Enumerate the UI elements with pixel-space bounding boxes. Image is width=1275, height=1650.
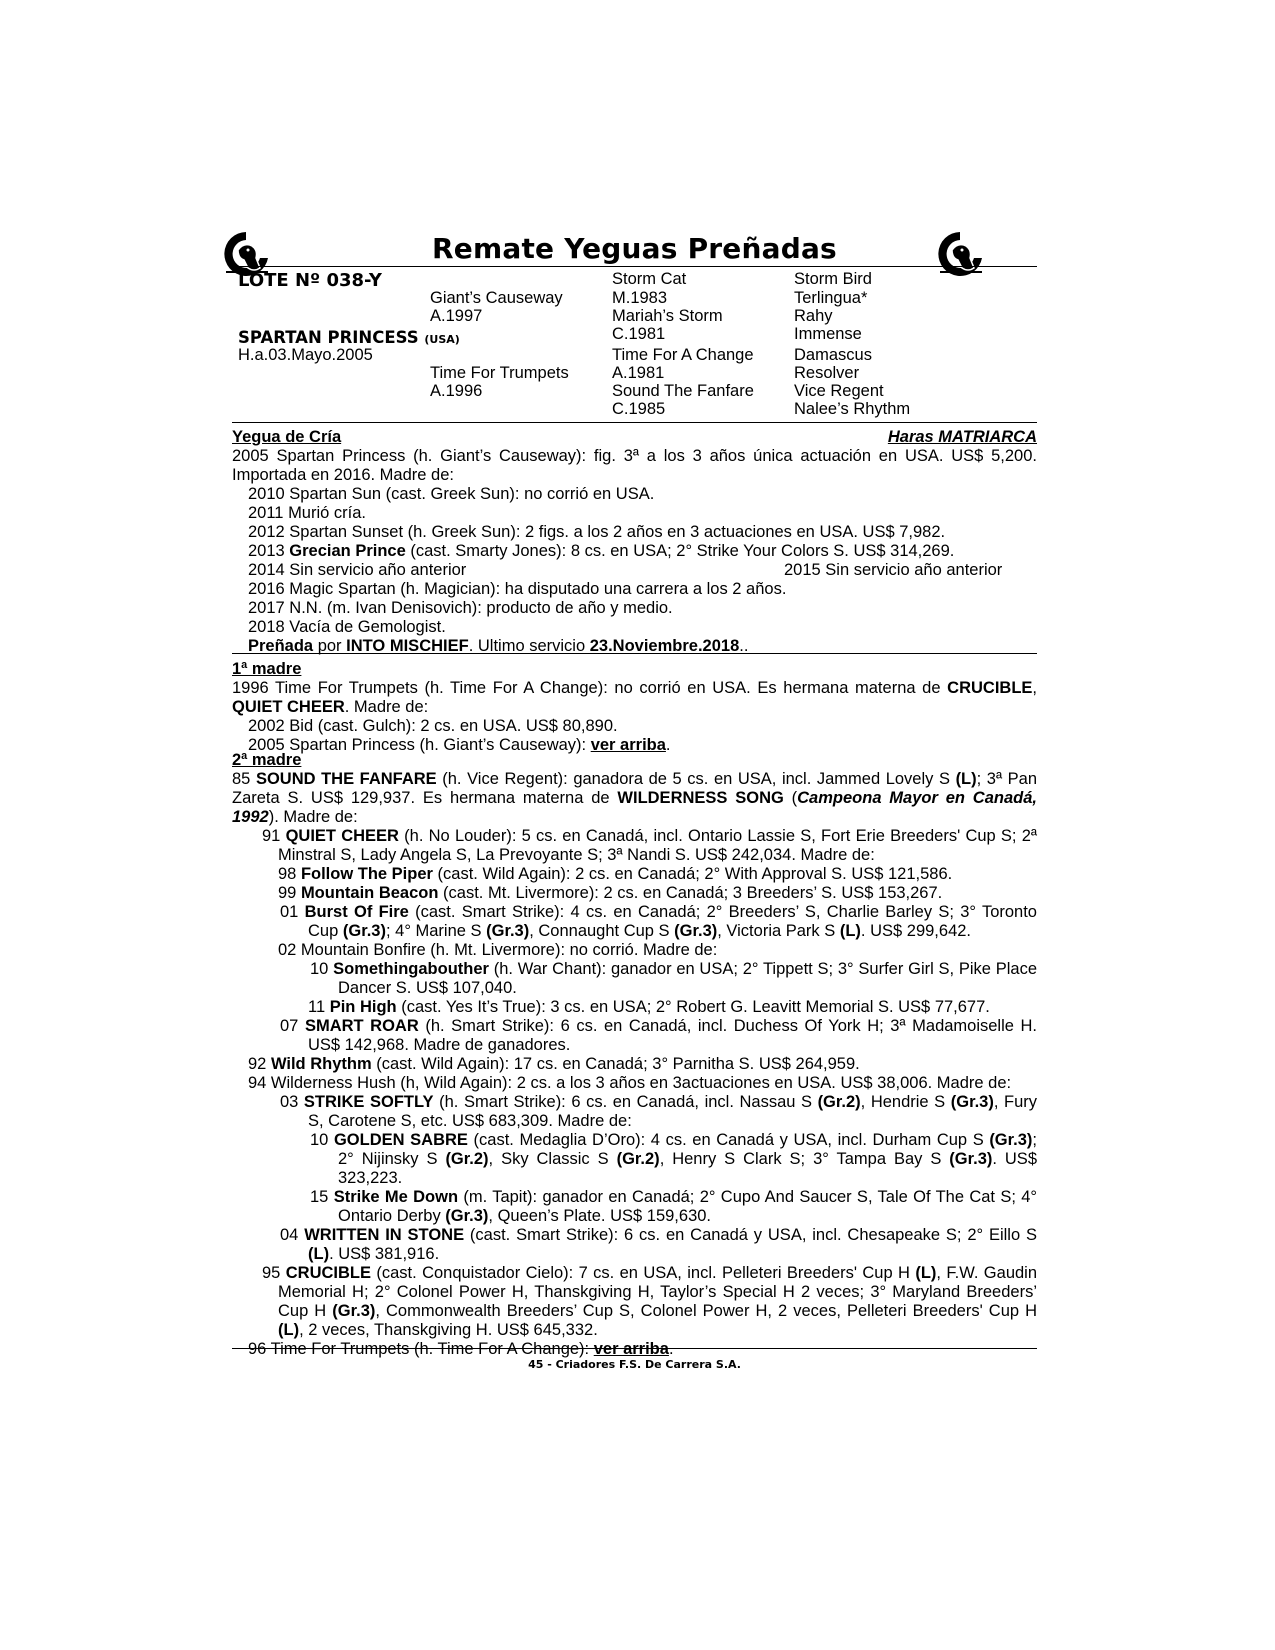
produce-entry: 03 STRIKE SOFTLY (h. Smart Strike): 6 cs. en Canadá, incl. Nassau S (Gr.2), Hendrie S (Gr.3), Fury S, Carotene S, etc. US$ 683,309. Madre de: — [280, 1093, 1037, 1130]
gen4-name: Vice Regent — [794, 382, 884, 400]
section-heading: Yegua de Cría — [232, 428, 342, 446]
produce-entry: 07 SMART ROAR (h. Smart Strike): 6 cs. en Canadá, incl. Duchess Of York H; 3ª Madamoiselle H. US$ 142,968. Madre de ganadores. — [280, 1017, 1038, 1054]
section-rule — [232, 653, 1037, 654]
produce-line: 2018 Vacía de Gemologist. — [248, 618, 446, 636]
gen3-name: Mariah’s Storm — [612, 307, 723, 325]
gen4-name: Rahy — [794, 307, 833, 325]
produce-entry: 10 GOLDEN SABRE (cast. Medaglia D’Oro): 4 cs. en Canadá y USA, incl. Durham Cup S (Gr.3); 2° Nijinsky S (Gr.2), Sky Classic S (Gr.2), Henry S Clark S; 3° Tampa Bay S (Gr.3). US$ 323,223. — [310, 1131, 1038, 1187]
produce-entry: 02 Mountain Bonfire (h. Mt. Livermore): no corrió. Madre de: — [278, 941, 718, 959]
gen4-name: Terlingua* — [794, 289, 868, 307]
produce-line: 2012 Spartan Sunset (h. Greek Sun): 2 figs. a los 2 años en 3 actuaciones en USA. US$ 7,982. — [248, 523, 946, 541]
gen4-name: Resolver — [794, 364, 860, 382]
gen3-name: Sound The Fanfare — [612, 382, 754, 400]
intro-line: 1996 Time For Trumpets (h. Time For A Change): no corrió en USA. Es hermana materna de CRUCIBLE, — [232, 679, 1037, 697]
first-dam-section — [232, 660, 1037, 755]
produce-line: 2002 Bid (cast. Gulch): 2 cs. en USA. US$ 80,890. — [248, 717, 618, 735]
gen3-year: C.1981 — [612, 325, 666, 343]
intro-line: 2005 Spartan Princess (h. Giant’s Causeway): fig. 3ª a los 3 años única actuación en USA. US$ 5,200. — [232, 447, 1037, 465]
second-dam-section — [232, 751, 1037, 1359]
page-title: Remate Yeguas Preñadas — [432, 232, 837, 265]
horse-birth: H.a.03.Mayo.2005 — [238, 346, 373, 364]
title-rule — [232, 266, 1037, 267]
lot-number: LOTE Nº 038-Y — [238, 270, 382, 291]
produce-entry: 94 Wilderness Hush (h, Wild Again): 2 cs. a los 3 años en 3actuaciones en USA. US$ 38,006. Madre de: — [248, 1074, 1012, 1092]
produce-entry: 95 CRUCIBLE (cast. Conquistador Cielo): 7 cs. en USA, incl. Pelleteri Breeders' Cup H (L), F.W. Gaudin Memorial H; 2° Colonel Power H, Thanskgiving H, Taylor’s Special H 2 veces; 3° Maryland Breeders’ Cup H (Gr.3), Commonwealth Breeders’ Cup S, Colonel Power H, 2 veces, Pelleteri Breeders' Cup H (L), 2 veces, Thanskgiving H. US$ 645,332. — [262, 1264, 1038, 1339]
gen3-name: Storm Cat — [612, 270, 687, 288]
intro-paragraph: 85 SOUND THE FANFARE (h. Vice Regent): ganadora de 5 cs. en USA, incl. Jammed Lovely S (L); 3ª Pan Zareta S. US$ 129,937. Es hermana materna de WILDERNESS SONG (Campeona Mayor en Canadá, 1992). Madre de: — [232, 770, 1038, 826]
produce-entry: 01 Burst Of Fire (cast. Smart Strike): 4 cs. en Canadá; 2° Breeders’ S, Charlie Barley S; 3° Toronto Cup (Gr.3); 4° Marine S (Gr.3), Connaught Cup S (Gr.3), Victoria Park S (L). US$ 299,642. — [280, 903, 1037, 940]
intro-line: QUIET CHEER. Madre de: — [232, 698, 429, 716]
produce-entry: 99 Mountain Beacon (cast. Mt. Livermore): 2 cs. en Canadá; 3 Breeders’ S. US$ 153,267. — [278, 884, 943, 902]
gen3-name: Time For A Change — [612, 346, 754, 364]
produce-entry: 11 Pin High (cast. Yes It’s True): 3 cs. en USA; 2° Robert G. Leavitt Memorial S. US$ 77,677. — [308, 998, 990, 1016]
farm-name: Haras MATRIARCA — [887, 428, 1037, 446]
section-heading: 2ª madre — [232, 751, 302, 769]
produce-line: 2005 Spartan Princess (h. Giant’s Causeway): ver arriba. — [248, 736, 671, 754]
produce-line: 2011 Murió cría. — [248, 504, 366, 522]
gen4-name: Storm Bird — [794, 270, 872, 288]
produce-entry: 96 Time For Trumpets (h. Time For A Change): ver arriba. — [248, 1340, 674, 1358]
intro-line: Importada en 2016. Madre de: — [232, 466, 454, 484]
produce-entry: 91 QUIET CHEER (h. No Louder): 5 cs. en Canadá, incl. Ontario Lassie S, Fort Erie Breeders' Cup S; 2ª Minstral S, Lady Angela S, La Prevoyante S; 3ª Nandi S. US$ 242,034. Madre de: — [262, 827, 1038, 864]
gen3-year: A.1981 — [612, 364, 665, 382]
produce-line: 2017 N.N. (m. Ivan Denisovich): producto de año y medio. — [248, 599, 673, 617]
gen3-year: M.1983 — [612, 289, 668, 307]
dam-name: Time For Trumpets — [430, 364, 569, 382]
produce-line: 2014 Sin servicio año anterior 2015 Sin servicio año anterior — [248, 561, 1003, 579]
produce-line: 2016 Magic Spartan (h. Magician): ha disputado una carrera a los 2 años. — [248, 580, 787, 598]
gen4-name: Immense — [794, 325, 862, 343]
gen4-name: Nalee’s Rhythm — [794, 400, 911, 418]
produce-entry: 04 WRITTEN IN STONE (cast. Smart Strike): 6 cs. en Canadá y USA, incl. Chesapeake S; 2° Eillo S (L). US$ 381,916. — [280, 1226, 1037, 1263]
gen3-year: C.1985 — [612, 400, 666, 418]
section-heading: 1ª madre — [232, 660, 302, 678]
page-footer: 45 - Criadores F.S. De Carrera S.A. — [528, 1358, 741, 1371]
pregnancy-line: Preñada por INTO MISCHIEF. Ultimo servicio 23.Noviembre.2018.. — [248, 637, 749, 655]
broodmare-section — [232, 428, 1037, 656]
sire-name: Giant’s Causeway — [430, 289, 563, 307]
produce-entry: 10 Somethingabouther (h. War Chant): ganador en USA; 2° Tippett S; 3° Surfer Girl S, Pike Place Dancer S. US$ 107,040. — [310, 960, 1038, 997]
produce-line: 2010 Spartan Sun (cast. Greek Sun): no corrió en USA. — [248, 485, 655, 503]
produce-entry: 15 Strike Me Down (m. Tapit): ganador en Canadá; 2° Cupo And Saucer S, Tale Of The Cat S; 4° Ontario Derby (Gr.3), Queen’s Plate. US$ 159,630. — [310, 1188, 1038, 1225]
sire-year: A.1997 — [430, 307, 483, 325]
horse-name: SPARTAN PRINCESS (USA) — [238, 328, 460, 347]
gen4-name: Damascus — [794, 346, 872, 364]
produce-line: 2013 Grecian Prince (cast. Smarty Jones): 8 cs. en USA; 2° Strike Your Colors S. US$ 314,269. — [248, 542, 955, 560]
dam-year: A.1996 — [430, 382, 483, 400]
produce-entry: 92 Wild Rhythm (cast. Wild Again): 17 cs. en Canadá; 3° Parnitha S. US$ 264,959. — [248, 1055, 860, 1073]
produce-entry: 98 Follow The Piper (cast. Wild Again): 2 cs. en Canadá; 2° With Approval S. US$ 121,586. — [278, 865, 953, 883]
footer-rule — [232, 1348, 1037, 1349]
horse-origin: (USA) — [424, 333, 460, 346]
pedigree-rule — [232, 422, 1037, 423]
